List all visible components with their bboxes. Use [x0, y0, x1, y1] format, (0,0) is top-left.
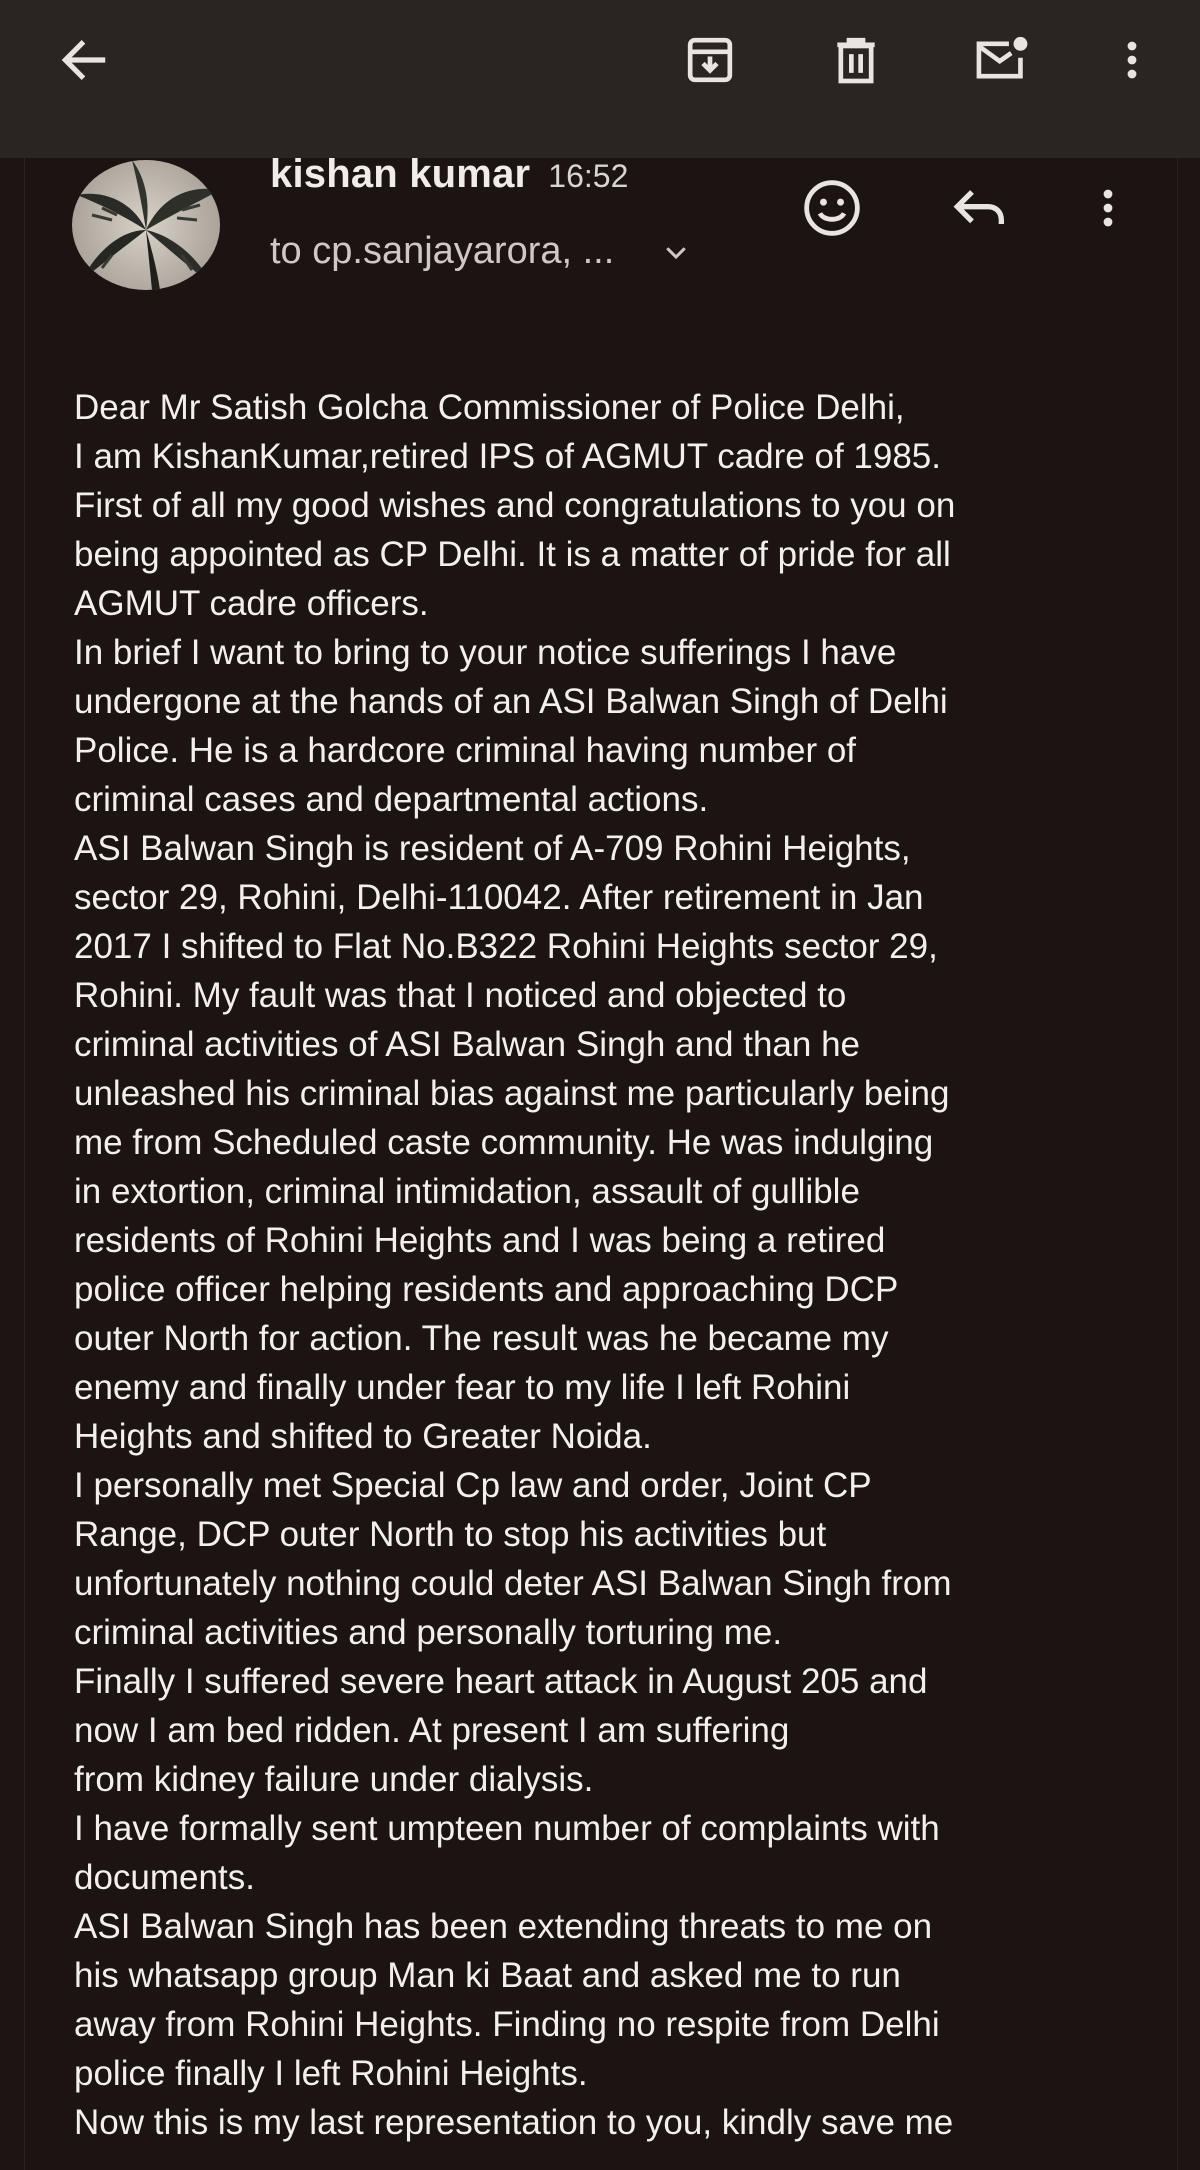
message-time: 16:52 [548, 158, 629, 194]
sender-avatar[interactable] [72, 160, 220, 290]
message-body-line: sector 29, Rohini, Delhi-110042. After retirement in Jan [74, 878, 924, 917]
message-body-line: in extortion, criminal intimidation, assault of gullible [74, 1172, 860, 1211]
emoji-icon [800, 176, 864, 240]
sender-name: kishan kumar [270, 152, 531, 196]
delete-button[interactable] [818, 22, 894, 98]
message-body-line: criminal activities and personally torturing me. [74, 1613, 783, 1652]
message-body-line: documents. [74, 1858, 255, 1897]
message-body-line: away from Rohini Heights. Finding no respite from Delhi [74, 2005, 940, 2044]
sender-row [270, 152, 628, 197]
message-body-line: ASI Balwan Singh has been extending threats to me on [74, 1907, 933, 1946]
more-vertical-icon [1084, 176, 1132, 240]
message-body-line: his whatsapp group Man ki Baat and asked me to run [74, 1956, 901, 1995]
back-button[interactable] [46, 22, 122, 98]
message-body [74, 383, 1154, 2147]
message-body-line: I personally met Special Cp law and order, Joint CP [74, 1466, 872, 1505]
message-body-line: outer North for action. The result was he became my [74, 1319, 889, 1358]
mail-unread-icon [972, 32, 1032, 88]
message-body-line: police officer helping residents and approaching DCP [74, 1270, 899, 1309]
message-body-line: police finally I left Rohini Heights. [74, 2054, 588, 2093]
mark-unread-button[interactable] [964, 22, 1040, 98]
chevron-down-icon [661, 237, 691, 267]
message-body-line: I have formally sent umpteen number of complaints with [74, 1809, 940, 1848]
message-body-line: Now this is my last representation to you, kindly save me [74, 2103, 954, 2142]
reply-icon [948, 176, 1012, 240]
message-body-line: First of all my good wishes and congratulations to you on [74, 486, 956, 525]
expand-details-button[interactable] [656, 232, 696, 272]
message-body-line: from kidney failure under dialysis. [74, 1760, 594, 1799]
arrow-left-icon [56, 32, 112, 88]
more-vertical-icon [1108, 32, 1156, 88]
palm-tree-avatar-image [72, 160, 220, 290]
message-body-line: Finally I suffered severe heart attack in August 205 and [74, 1662, 928, 1701]
add-reaction-button[interactable] [792, 168, 872, 248]
message-body-line: me from Scheduled caste community. He was indulging [74, 1123, 934, 1162]
message-body-line: criminal activities of ASI Balwan Singh and than he [74, 1025, 860, 1064]
message-body-line: Range, DCP outer North to stop his activities but [74, 1515, 827, 1554]
archive-button[interactable] [672, 22, 748, 98]
reply-button[interactable] [940, 168, 1020, 248]
message-body-line: ASI Balwan Singh is resident of A-709 Rohini Heights, [74, 829, 911, 868]
recipient-row[interactable] [270, 230, 696, 273]
message-body-line: I am KishanKumar,retired IPS of AGMUT cadre of 1985. [74, 437, 941, 476]
message-body-line: unfortunately nothing could deter ASI Balwan Singh from [74, 1564, 952, 1603]
message-body-line: Rohini. My fault was that I noticed and objected to [74, 976, 847, 1015]
message-body-line: unleashed his criminal bias against me particularly being [74, 1074, 950, 1113]
recipients-summary: to cp.sanjayarora, ... [270, 230, 615, 272]
message-body-line: Dear Mr Satish Golcha Commissioner of Police Delhi, [74, 388, 905, 427]
message-body-line: Heights and shifted to Greater Noida. [74, 1417, 652, 1456]
message-body-line: undergone at the hands of an ASI Balwan Singh of Delhi [74, 682, 948, 721]
message-body-line: 2017 I shifted to Flat No.B322 Rohini Heights sector 29, [74, 927, 938, 966]
message-body-line: criminal cases and departmental actions. [74, 780, 709, 819]
more-options-button[interactable] [1094, 22, 1170, 98]
message-body-line: being appointed as CP Delhi. It is a matter of pride for all [74, 535, 951, 574]
message-body-line: residents of Rohini Heights and I was being a retired [74, 1221, 886, 1260]
message-body-line: AGMUT cadre officers. [74, 584, 429, 623]
top-toolbar [0, 0, 1200, 158]
message-body-line: now I am bed ridden. At present I am suffering [74, 1711, 790, 1750]
message-body-line: Police. He is a hardcore criminal having number of [74, 731, 857, 770]
message-body-line: In brief I want to bring to your notice sufferings I have [74, 633, 897, 672]
trash-icon [828, 32, 884, 88]
archive-icon [682, 32, 738, 88]
message-more-button[interactable] [1068, 168, 1148, 248]
message-body-line: enemy and finally under fear to my life I left Rohini [74, 1368, 851, 1407]
